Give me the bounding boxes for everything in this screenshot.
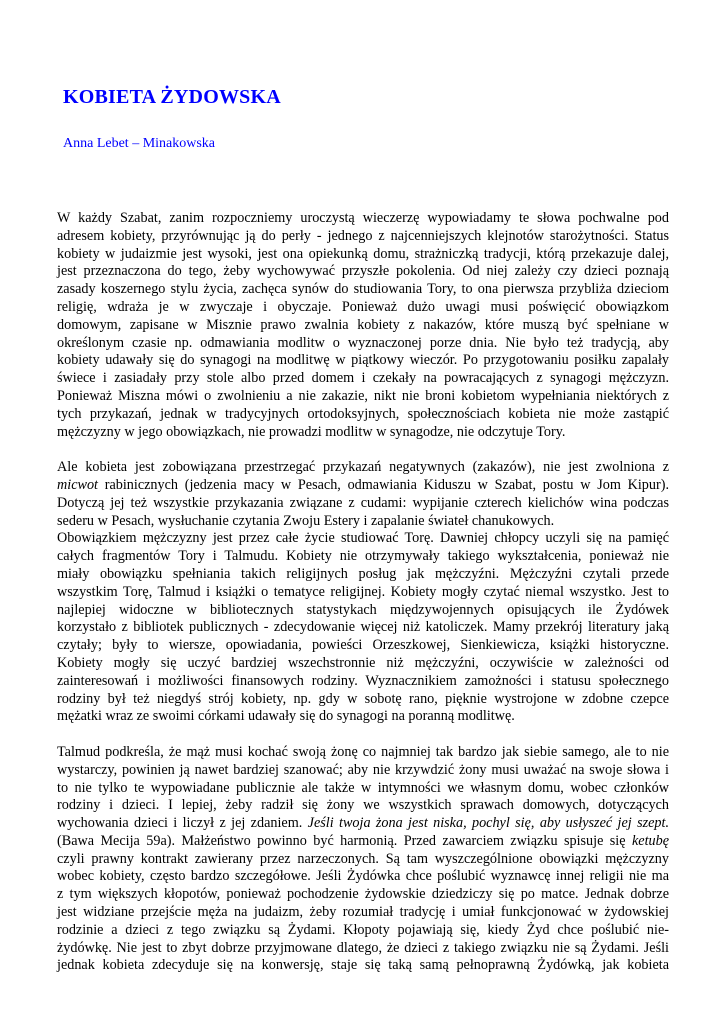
article-body <box>57 210 669 975</box>
text-line: żydówkę. Nie jest to zbyt dobrze przyjmowane dlatego, że dzieci z takiego związku nie są Żydami. Jeśli <box>57 939 669 956</box>
text-line: czyli prawny kontrakt zawierany przez narzeczonych. Są tam wyszczególnione obowiązki mężczyzny <box>57 850 669 867</box>
text-line: to nie tylko te wypowiadane publicznie ale także w intymności we własnym domu, wobec członków <box>57 779 669 796</box>
text-line: wobec kobiety, często bardzo szczegółowe. Jeśli Żydówka chce poślubić wyznawcę innej religii nie ma <box>57 868 669 885</box>
text-line: kobiety udawały się do synagogi na modlitwę w piątkowy wieczór. Po przygotowaniu posiłku zapalały <box>57 352 669 369</box>
text-line: rodzinie a dzieci z tego związku są Żydami. Kłopoty pojawiają się, kiedy Żyd chce poślubić nie- <box>57 921 669 938</box>
text-line: adresem kobiety, przyrównując ją do perły - jednego z najcenniejszych klejnotów starożytności. Status <box>57 227 669 244</box>
text-line: micwot rabinicznych (jedzenia macy w Pesach, odmawiania Kiduszu w Szabat, postu w Jom Kipur). <box>57 476 669 493</box>
text-line: jest widziane przejście męża na judaizm, żeby rozumiał tradycję i umiał funkcjonować w żydowskiej <box>57 904 669 921</box>
page-title: KOBIETA ŻYDOWSKA <box>63 86 281 108</box>
text-line: całych fragmentów Tory i Talmudu. Kobiety nie otrzymywały takiego wykształcenia, ponieważ nie <box>57 548 669 565</box>
text-line: (Bawa Mecija 59a). Małżeństwo powinno być harmonią. Przed zawarciem związku spisuje się ketubę <box>57 832 669 849</box>
text-line: mężatki wraz ze swoimi córkami udawały się do synagogi na poranną modlitwę. <box>57 708 515 725</box>
text-line: Kobiety mogły się uczyć bardziej wszechstronnie niż mężczyźni, oczywiście w zależności od <box>57 654 669 671</box>
italic-phrase: ketubę <box>631 832 669 849</box>
text-line: rodziny i dzieci. I lepiej, żeby radził się żony we wszystkich sprawach domowych, dotyczących <box>57 797 669 814</box>
text-line: zasady koszernego stylu życia, zachęca synów do studiowania Tory, to ona pierwsza przybliża dzieciom <box>57 281 669 298</box>
text-line: czytały; były to wiersze, opowiadania, powieści Orzeszkowej, Sienkiewicza, książki historyczne. <box>57 637 669 654</box>
text-line: Ale kobieta jest zobowiązana przestrzegać przykazań negatywnych (zakazów), nie jest zwolniona z <box>57 459 669 476</box>
text-line: jest przeznaczona do tego, żeby wychowywać przyszłe pokolenia. Od niej zależy czy dzieci poznają <box>57 263 669 280</box>
text-line: kobiety w judaizmie jest wysoki, jest ona opiekunką domu, strażniczką tradycji, którą przekazuje dalej, <box>57 245 669 262</box>
text-line: świece i zasiadały przy stole albo przed domem i czekały na powracających z synagogi mężczyzn. <box>57 370 669 387</box>
paragraph <box>57 210 669 441</box>
text-line: Ponieważ Miszna mówi o zwolnieniu a nie zakazie, nikt nie broni kobietom wypełniania niektórych z <box>57 387 669 404</box>
text-line: Talmud podkreśla, że mąż musi kochać swoją żonę co najmniej tak bardzo jak siebie samego, ale to nie <box>57 743 669 760</box>
text-line: domowym, zapisane w Misznie prawo zwalnia kobiety z nakazów, które muszą być spełniane w <box>57 316 669 333</box>
text-line: miały obowiązku spełniania takich religijnych posług jak mężczyźni. Mężczyźni czytali przede <box>57 565 669 582</box>
text-line: korzystało z bibliotek publicznych - zdecydowanie więcej niż katoliczek. Mamy przekrój literatury jaką <box>57 619 669 636</box>
text-line: religię, wdraża je w zwyczaje i obyczaje. Ponieważ dużo uwagi musi poświęcić obowiązkom <box>57 298 669 315</box>
author-name: Anna Lebet – Minakowska <box>63 136 216 151</box>
text-line: sederu w Pesach, wysłuchanie czytania Zwoju Estery i zapalanie świateł chanukowych. <box>57 512 555 529</box>
text-line: określonym czasie np. odmawiania modlitw o wyznaczonej porze dnia. Nie było też tradycją, aby <box>57 334 669 351</box>
text-line: rodziny był też niegdyś strój kobiety, np. gdy w sobotę rano, pięknie wystrojone w zdobne czepce <box>57 690 669 707</box>
italic-phrase: micwot <box>57 476 98 493</box>
text-line: z tym większych kłopotów, ponieważ pochodzenie żydowskie dziedziczy się po matce. Jednak dobrze <box>57 886 669 903</box>
text-line: Dotyczą jej też wszystkie przykazania związane z cudami: wypijanie czterech kielichów wina podczas <box>57 494 669 511</box>
text-line: wychowania dzieci i liczył z jej zdaniem. Jeśli twoja żona jest niska, pochyl się, aby usłyszeć jej szept. <box>57 815 669 832</box>
text-line: zainteresowań i możliwości finansowych rodziny. Wyznacznikiem zamożności i statusu społecznego <box>57 672 669 689</box>
text-line: mężczyzny w jego obowiązkach, nie prowadzi modlitw w synagodze, nie odczytuje Tory. <box>57 423 566 440</box>
text-line: jednak kobieta zdecyduje się na konwersję, staje się taką samą pełnoprawną Żydówką, jak kobieta <box>57 957 669 974</box>
text-line: Obowiązkiem mężczyzny jest przez całe życie studiować Torę. Dawniej chłopcy uczyli się na pamięć <box>57 530 669 547</box>
paragraph <box>57 744 669 975</box>
text-line: W każdy Szabat, zanim rozpoczniemy uroczystą wieczerzę wypowiadamy te słowa pochwalne pod <box>57 210 669 226</box>
text-line: wystarczy, powinien ją nawet bardziej szanować; aby nie krzywdzić żony musi uważać na swoje słowa i <box>57 761 669 778</box>
text-line: wszystkim Torę, Talmud i książki o tematyce religijnej. Kobiety mogły czytać niemal wszystko. Jest to <box>57 583 669 600</box>
italic-phrase: Jeśli twoja żona jest niska, pochyl się, aby usłyszeć jej szept. <box>307 815 669 832</box>
paragraph <box>57 459 669 530</box>
paragraph <box>57 530 669 726</box>
text-line: najlepiej widoczne w bibliotecznych statystykach międzywojennych opisujących ile Żydówek <box>57 601 669 618</box>
text-line: tych przykazań, jednak w tradycyjnych ortodoksyjnych, społecznościach kobieta nie może zastąpić <box>57 405 669 422</box>
